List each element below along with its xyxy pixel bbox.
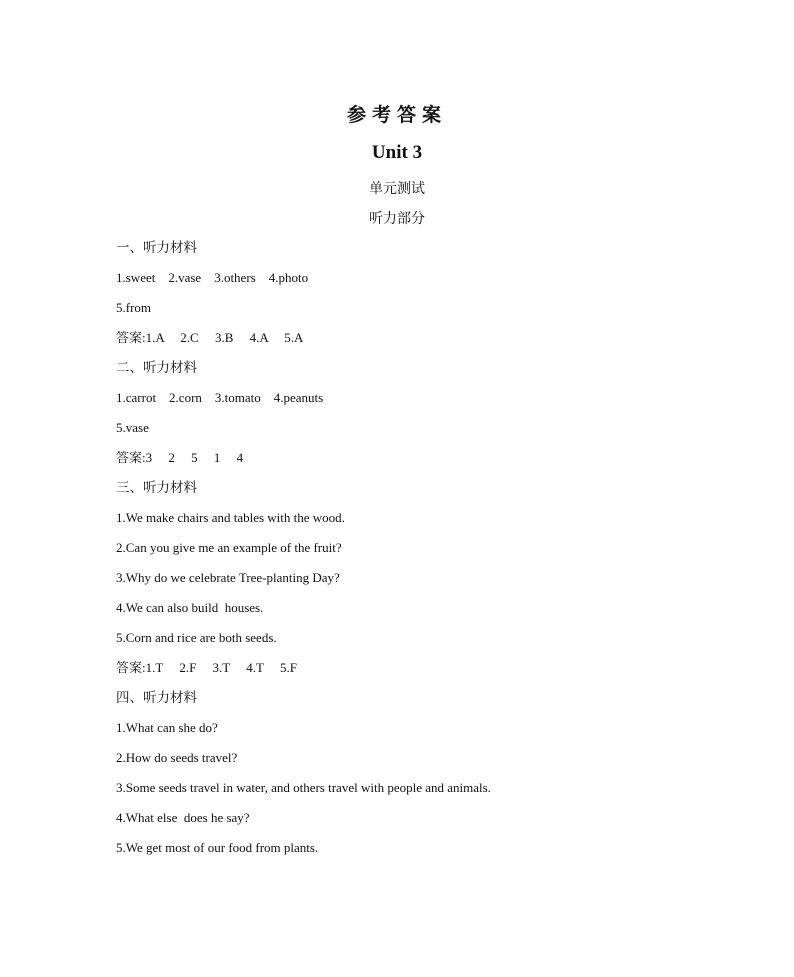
part-subtitle: 听力部分 bbox=[369, 211, 425, 227]
answer-line: 4.What else does he say? bbox=[116, 810, 250, 825]
answer-line: 5.from bbox=[116, 300, 152, 315]
answer-line: 2.Can you give me an example of the fruit? bbox=[116, 540, 342, 555]
answer-line: 3.Some seeds travel in water, and others travel with people and animals. bbox=[116, 780, 491, 795]
answer-line: 3.Why do we celebrate Tree-planting Day? bbox=[116, 570, 340, 585]
section-heading: 一、听力材料 bbox=[116, 240, 197, 256]
answer-line: 答案:1.A 2.C 3.B 4.A 5.A bbox=[116, 330, 304, 345]
answer-line: 1.carrot 2.corn 3.tomato 4.peanuts bbox=[116, 390, 324, 405]
section-heading: 四、听力材料 bbox=[116, 690, 197, 706]
answer-line: 5.vase bbox=[116, 420, 149, 435]
section-subtitle: 单元测试 bbox=[369, 181, 425, 197]
answer-line: 答案:1.T 2.F 3.T 4.T 5.F bbox=[116, 660, 297, 675]
answer-line: 5.We get most of our food from plants. bbox=[116, 840, 319, 855]
answer-line: 4.We can also build houses. bbox=[116, 600, 264, 615]
answer-line: 1.What can she do? bbox=[116, 720, 218, 735]
page-title: 参考答案 bbox=[346, 104, 447, 126]
answer-line: 5.Corn and rice are both seeds. bbox=[116, 630, 277, 645]
section-heading: 三、听力材料 bbox=[116, 480, 197, 496]
answer-list bbox=[116, 238, 756, 868]
answer-line: 1.sweet 2.vase 3.others 4.photo bbox=[116, 270, 309, 285]
answer-line: 2.How do seeds travel? bbox=[116, 750, 238, 765]
answer-line: 答案:3 2 5 1 4 bbox=[116, 450, 244, 465]
section-heading: 二、听力材料 bbox=[116, 360, 197, 376]
answer-line: 1.We make chairs and tables with the wood. bbox=[116, 510, 345, 525]
unit-title: Unit 3 bbox=[371, 142, 423, 163]
